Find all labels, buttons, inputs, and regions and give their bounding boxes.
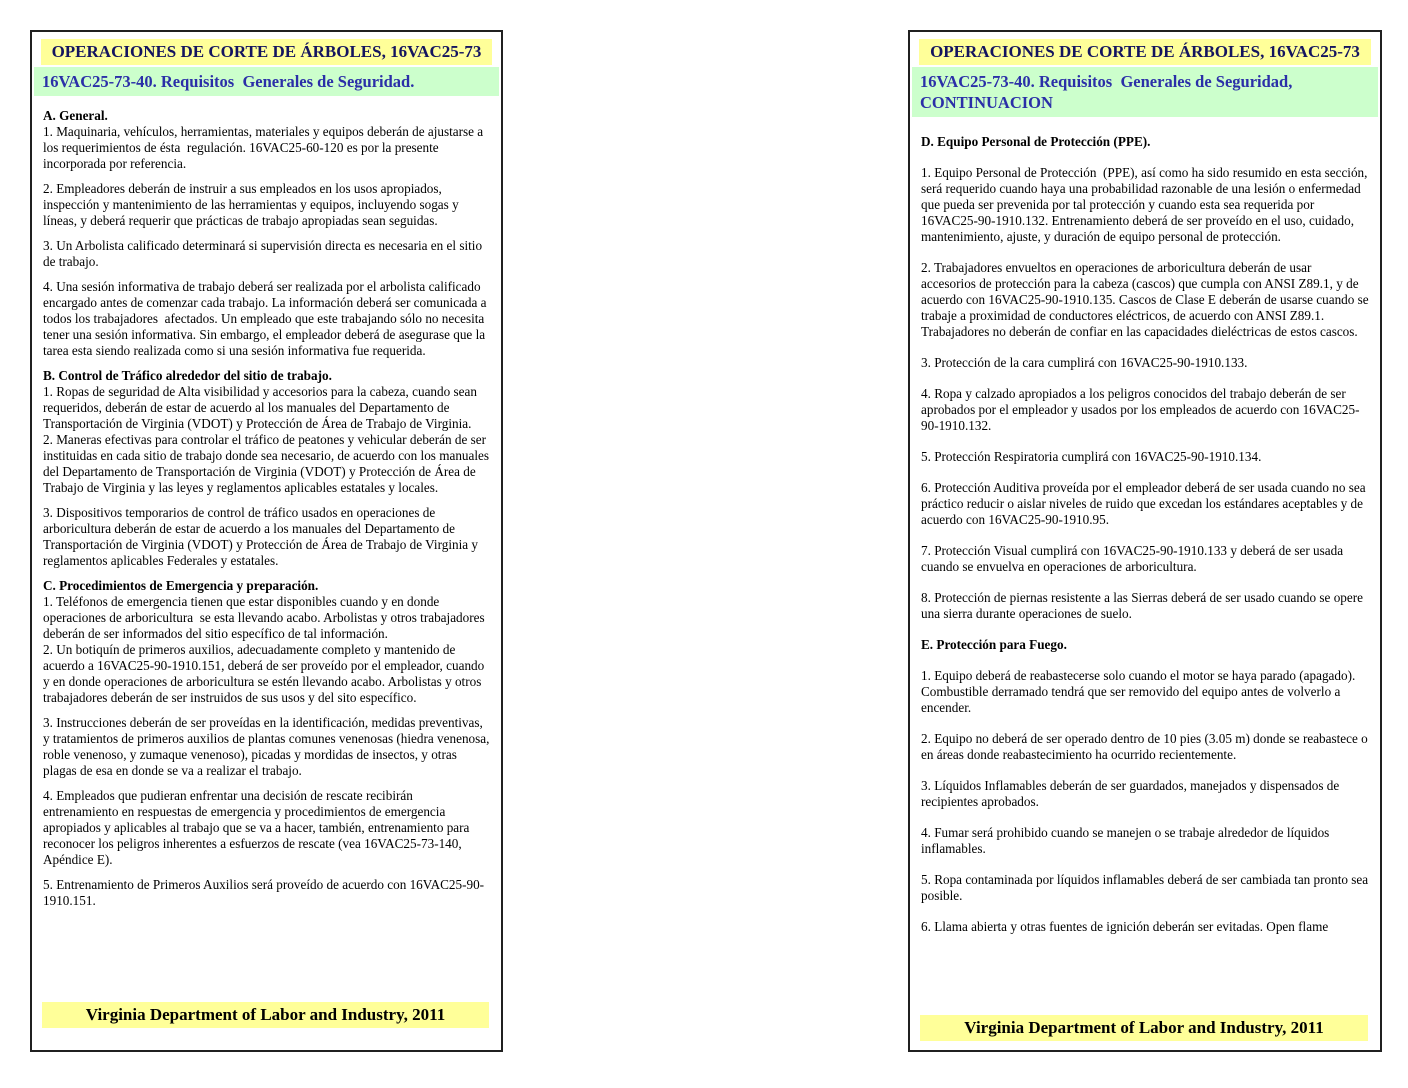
page-body (43, 108, 493, 909)
page-header: OPERACIONES DE CORTE DE ÁRBOLES, 16VAC25-73 (919, 39, 1371, 65)
page-subheader: 16VAC25-73-40. Requisitos Generales de Seguridad. (34, 67, 499, 96)
page-footer: Virginia Department of Labor and Industry, 2011 (42, 1002, 489, 1028)
paragraph: 4. Empleados que pudieran enfrentar una decisión de rescate recibirán entrenamiento en respuestas de emergencia y procedimientos de emergencia apropiados y aplicables al trabajo que se va a hacer, también, entrenamiento para reconocer los peligros inherentes a esfuerzos de rescate (vea 16VAC25-73-140, Apéndice E). (43, 788, 473, 867)
section-heading: E. Protección para Fuego. (921, 637, 1067, 652)
paragraph: 1. Teléfonos de emergencia tienen que estar disponibles cuando y en donde operaciones de arboricultura se esta llevando acabo. Arbolistas y otros trabajadores deberán de ser informados del sitio específico de tal información. (43, 594, 488, 641)
paragraph: 1. Equipo deberá de reabastecerse solo cuando el motor se haya parado (apagado). Combustible derramado tendrá que ser removido del equipo antes de volverlo a encender. (921, 668, 1359, 715)
page-subheader: 16VAC25-73-40. Requisitos Generales de Seguridad, CONTINUACION (912, 67, 1378, 117)
paragraph: 4. Ropa y calzado apropiados a los peligros conocidos del trabajo deberán de ser aprobados por el empleador y usados por los empleados de acuerdo con 16VAC25-90-1910.132. (921, 386, 1360, 433)
page-body (921, 134, 1372, 935)
paragraph: 2. Equipo no deberá de ser operado dentro de 10 pies (3.05 m) donde se reabastece o en áreas donde reabastecimiento ha ocurrido recientemente. (921, 731, 1372, 762)
paragraph: 1. Maquinaria, vehículos, herramientas, materiales y equipos deberán de ajustarse a los requerimientos de ésta regulación. 16VAC25-60-120 es por la presente incorporada por referencia. (43, 124, 487, 171)
page-header: OPERACIONES DE CORTE DE ÁRBOLES, 16VAC25-73 (41, 39, 492, 65)
paragraph: 6. Protección Auditiva proveída por el empleador deberá de ser usada cuando no sea práctico reducir o aislar niveles de ruido que excedan los estándares aceptables y de acuerdo con 16VAC25-90-1910.95. (921, 480, 1369, 527)
paragraph: 5. Entrenamiento de Primeros Auxilios será proveído de acuerdo con 16VAC25-90-1910.151. (43, 877, 485, 908)
paragraph: 2. Maneras efectivas para controlar el tráfico de peatones y vehicular deberán de ser instituidas en cada sitio de trabajo donde sea necesario, de acuerdo con los manuales del Departamento de Transportación de Virginia (VDOT) y Protección de Área de Trabajo de Virginia y las leyes y reglamentos aplicables estatales y locales. (43, 432, 493, 495)
paragraph: 7. Protección Visual cumplirá con 16VAC25-90-1910.133 y deberá de ser usada cuando se envuelva en operaciones de arboricultura. (921, 543, 1347, 574)
paragraph: 3. Protección de la cara cumplirá con 16VAC25-90-1910.133. (921, 355, 1248, 370)
section-heading: B. Control de Tráfico alrededor del sitio de trabajo. (43, 368, 332, 383)
paragraph: 5. Ropa contaminada por líquidos inflamables deberá de ser cambiada tan pronto sea posible. (921, 872, 1372, 903)
paragraph: 4. Una sesión informativa de trabajo deberá ser realizada por el arbolista calificado encargado antes de comenzar cada trabajo. La información deberá ser comunicada a todos los trabajadores afectados. Un empleado que este trabajando sólo no necesita tener una sesión informativa. Sin embargo, el empleador deberá de asegurase que la tarea esta siendo realizada como si una sesión informativa fue requerida. (43, 279, 490, 358)
paragraph: 5. Protección Respiratoria cumplirá con 16VAC25-90-1910.134. (921, 449, 1262, 464)
page-right (908, 30, 1382, 1052)
paragraph: 3. Líquidos Inflamables deberán de ser guardados, manejados y dispensados de recipientes aprobados. (921, 778, 1343, 809)
section-heading: C. Procedimientos de Emergencia y preparación. (43, 578, 319, 593)
paragraph: 2. Empleadores deberán de instruir a sus empleados en los usos apropiados, inspección y mantenimiento de las herramientas y equipos, incluyendo sogas y líneas, y deberá requerir que prácticas de trabajo apropiadas sean seguidas. (43, 181, 462, 228)
section-heading: A. General. (43, 108, 108, 123)
paragraph: 2. Trabajadores envueltos en operaciones de arboricultura deberán de usar accesorios de protección para la cabeza (cascos) que cumpla con ANSI Z89.1, y de acuerdo con 16VAC25-90-1910.135. Cascos de Clase E deberán de usarse cuando se trabaje a proximidad de conductores eléctricos, de acuerdo con ANSI Z89.1. Trabajadores no deberán de confiar en las capacidades dieléctricas de estos cascos. (921, 260, 1372, 339)
paragraph: 4. Fumar será prohibido cuando se manejen o se trabaje alrededor de líquidos inflamables. (921, 825, 1333, 856)
paragraph: 1. Equipo Personal de Protección (PPE), así como ha sido resumido en esta sección, será requerido cuando haya una probabilidad razonable de una lesión o enfermedad que pueda ser prevenida por tal protección y cuando esta sea requerida por 16VAC25-90-1910.132. Entrenamiento deberá de ser proveído en el uso, cuidado, mantenimiento, ajuste, y duración de equipo personal de protección. (921, 165, 1371, 244)
page-footer: Virginia Department of Labor and Industry, 2011 (920, 1015, 1368, 1041)
paragraph: 6. Llama abierta y otras fuentes de ignición deberán ser evitadas. Open flame (921, 919, 1329, 934)
section-heading: D. Equipo Personal de Protección (PPE). (921, 134, 1151, 149)
paragraph: 3. Dispositivos temporarios de control de tráfico usados en operaciones de arboricultura deberán de estar de acuerdo a los manuales del Departamento de Transportación de Virginia (VDOT) y Protección de Área de Trabajo de Virginia y reglamentos aplicables Federales y estatales. (43, 505, 482, 568)
paragraph: 3. Instrucciones deberán de ser proveídas en la identificación, medidas preventivas, y tratamientos de primeros auxilios de plantas comunes venenosas (hiedra venenosa, roble venenoso, y zumaque venenoso), picadas y mordidas de insectos, y otras plagas de esa en donde se va a realizar el trabajo. (43, 715, 493, 778)
paragraph: 3. Un Arbolista calificado determinará si supervisión directa es necesaria en el sitio de trabajo. (43, 238, 486, 269)
page-left (30, 30, 503, 1052)
paragraph: 2. Un botiquín de primeros auxilios, adecuadamente completo y mantenido de acuerdo a 16VAC25-90-1910.151, deberá de ser proveído por el empleador, cuando y en donde operaciones de arboricultura se estén llevando acabo. Arbolistas y otros trabajadores deberán de ser instruidos de sus usos y del sito específico. (43, 642, 488, 705)
paragraph: 1. Ropas de seguridad de Alta visibilidad y accesorios para la cabeza, cuando sean requeridos, deberán de estar de acuerdo al los manuales del Departamento de Transportación de Virginia (VDOT) y Protección de Área de Trabajo de Virginia. (43, 384, 481, 431)
paragraph: 8. Protección de piernas resistente a las Sierras deberá de ser usado cuando se opere una sierra durante operaciones de suelo. (921, 590, 1367, 621)
